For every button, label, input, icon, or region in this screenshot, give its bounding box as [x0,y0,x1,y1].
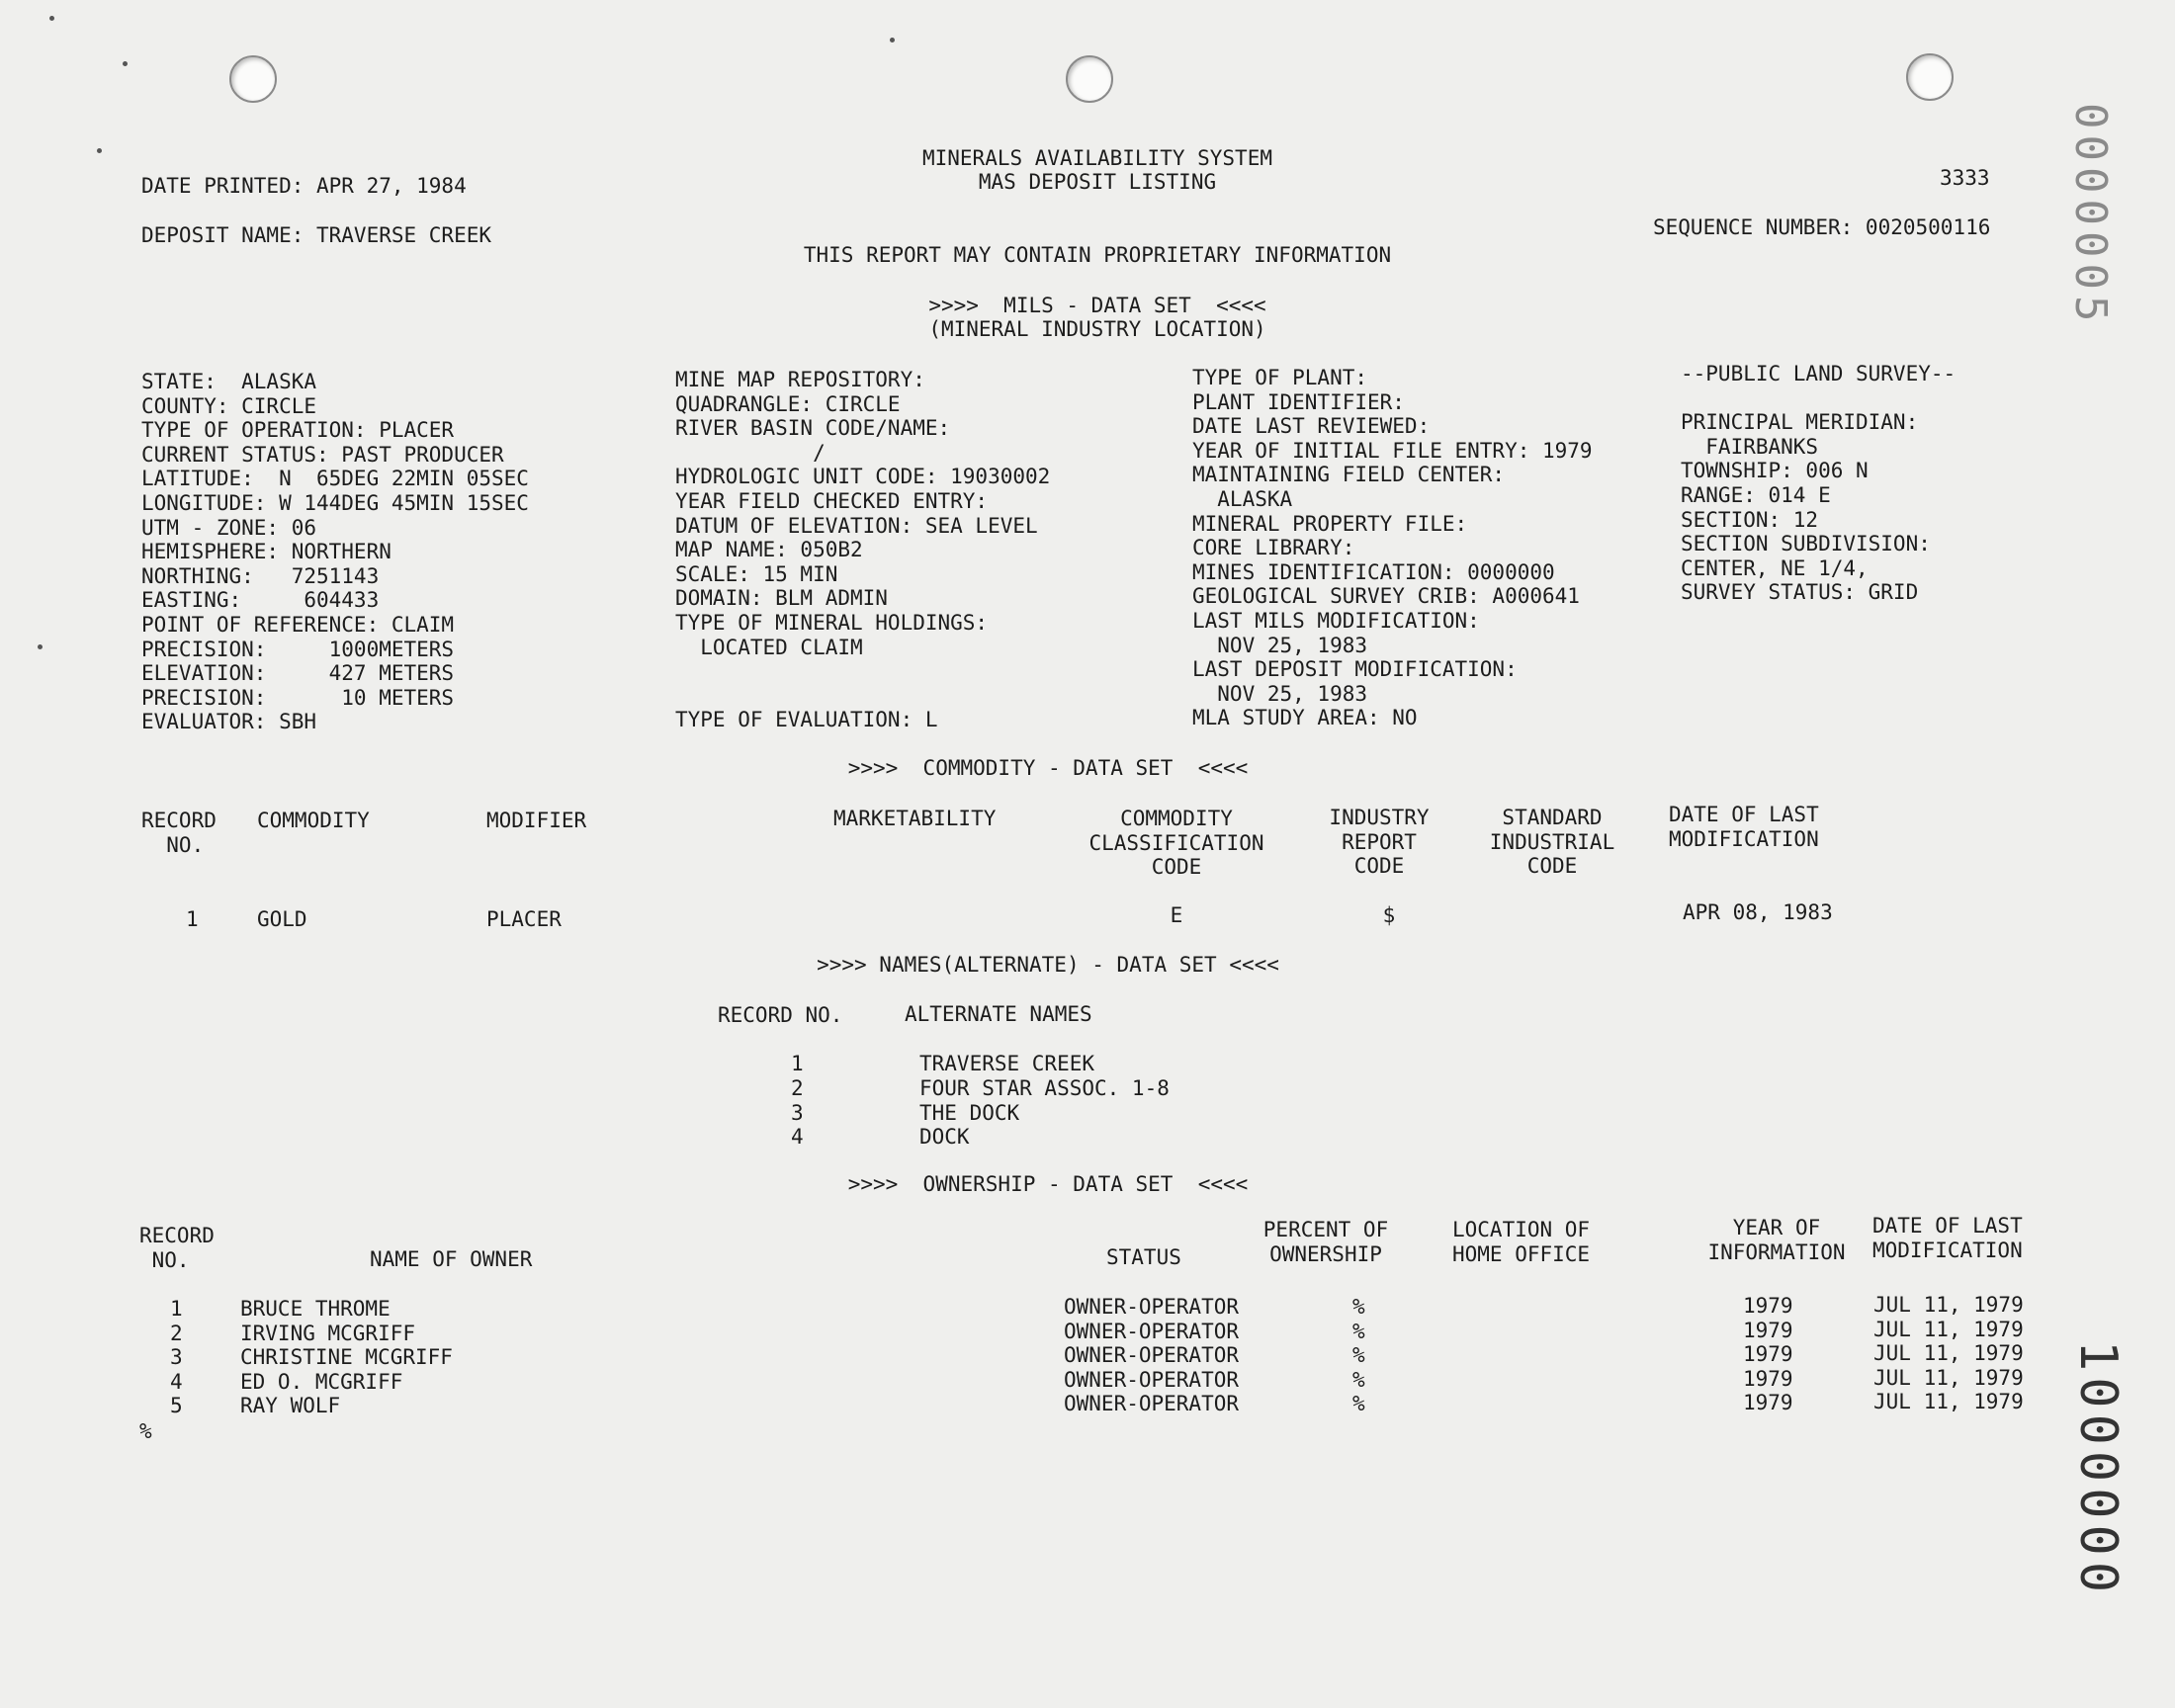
owner-modification-date: JUL 11, 1979 [1873,1341,2024,1366]
mils-field: LONGITUDE: W 144DEG 45MIN 15SEC [141,490,529,515]
owner-modification-date: JUL 11, 1979 [1873,1365,2024,1390]
ownership-header-year: YEAR OF INFORMATION [1707,1216,1846,1264]
commodity-modifier: PLACER [486,907,562,931]
mils-field: HEMISPHERE: NORTHERN [141,540,392,564]
mils-field [675,684,1050,709]
punch-hole-right [1906,53,1954,101]
mils-field: / [675,440,826,465]
owner-info-year: 1979 [1743,1366,1793,1391]
commodity-industry-code: $ [1382,903,1396,927]
owner-percent: % [1352,1295,1365,1319]
names-header-alternate: ALTERNATE NAMES [905,1002,1092,1026]
mils-field: EVALUATOR: SBH [141,710,317,734]
mils-field: --PUBLIC LAND SURVEY-- [1681,362,1957,385]
names-header-record: RECORD NO. [718,1003,843,1027]
mils-field: DOMAIN: BLM ADMIN [675,586,888,611]
commodity-heading: >>>> COMMODITY - DATA SET <<<< [847,756,1249,780]
punch-hole-left [229,55,277,103]
owner-record-no: 3 [170,1345,183,1370]
owner-info-year: 1979 [1743,1391,1793,1415]
mils-field: MAINTAINING FIELD CENTER: [1192,463,1506,487]
mils-field: NORTHING: 7251143 [141,563,380,588]
mils-field: TYPE OF MINERAL HOLDINGS: [675,610,989,635]
mils-field [1681,386,1956,411]
system-title: MINERALS AVAILABILITY SYSTEM [921,146,1272,170]
mils-heading: >>>> MILS - DATA SET <<<< [928,294,1266,317]
mils-field: TYPE OF PLANT: [1192,366,1368,389]
ownership-header-status: STATUS [1106,1245,1181,1269]
mils-field: RIVER BASIN CODE/NAME: [675,416,951,441]
owner-record-no: 2 [170,1321,183,1345]
mils-field: TOWNSHIP: 006 N [1681,459,1869,483]
commodity-header-modifier: MODIFIER [486,809,587,832]
owner-modification-date: JUL 11, 1979 [1873,1390,2024,1414]
mils-field: POINT OF REFERENCE: CLAIM [141,612,455,637]
mils-column-land-survey [1681,362,1956,605]
mils-field: SECTION: 12 [1681,507,1819,532]
mils-field: PRECISION: 10 METERS [141,685,455,710]
owner-record-no: 4 [170,1369,183,1394]
mils-field: LATITUDE: N 65DEG 22MIN 05SEC [141,467,529,491]
owner-info-year: 1979 [1743,1342,1793,1367]
owner-percent: % [1352,1392,1365,1416]
mils-field: NOV 25, 1983 [1192,633,1368,657]
commodity-name: GOLD [257,907,307,931]
listing-title: MAS DEPOSIT LISTING [978,170,1217,194]
mils-field: RANGE: 014 E [1681,482,1831,507]
owner-name: BRUCE THROME [240,1297,391,1321]
punch-hole-center [1066,55,1113,103]
alternate-name: DOCK [919,1125,970,1150]
mils-field: ALASKA [1192,486,1293,511]
mils-field: DATUM OF ELEVATION: SEA LEVEL [675,513,1038,538]
mils-field: MINES IDENTIFICATION: 0000000 [1192,559,1555,584]
ownership-header-percent: PERCENT OF OWNERSHIP [1262,1218,1389,1266]
mils-field: STATE: ALASKA [141,370,317,393]
mils-field: LAST MILS MODIFICATION: [1192,608,1480,633]
mils-field [675,659,1050,684]
commodity-header-standard: STANDARD INDUSTRIAL CODE [1489,806,1615,878]
owner-name: CHRISTINE MCGRIFF [240,1345,453,1370]
mils-field: MAP NAME: 050B2 [675,538,863,562]
speck [38,644,43,649]
ownership-header-record: RECORD NO. [139,1224,215,1272]
commodity-record-no: 1 [186,907,199,931]
owner-modification-date: JUL 11, 1979 [1873,1293,2024,1317]
owner-record-no: 1 [170,1297,183,1321]
mils-field: YEAR OF INITIAL FILE ENTRY: 1979 [1192,438,1593,463]
proprietary-notice: THIS REPORT MAY CONTAIN PROPRIETARY INFORMATION [803,243,1392,267]
names-heading: >>>> NAMES(ALTERNATE) - DATA SET <<<< [817,953,1279,977]
commodity-modification-date: APR 08, 1983 [1683,900,1833,924]
commodity-header-industry: INDUSTRY REPORT CODE [1329,806,1430,878]
ownership-footer: % [139,1419,152,1443]
owner-name: ED O. MCGRIFF [240,1369,403,1394]
owner-name: IRVING MCGRIFF [240,1321,416,1345]
owner-status: OWNER-OPERATOR [1064,1295,1240,1319]
mils-field: TYPE OF OPERATION: PLACER [141,418,455,443]
commodity-header-record: RECORD NO. [141,809,217,857]
alternate-name: THE DOCK [919,1100,1020,1125]
alternate-name-record-no: 4 [791,1125,804,1150]
mils-field: FAIRBANKS [1681,434,1819,459]
speck [123,61,128,66]
mils-field: GEOLOGICAL SURVEY CRIB: A000641 [1192,584,1580,609]
owner-status: OWNER-OPERATOR [1064,1319,1240,1343]
mils-field: LAST DEPOSIT MODIFICATION: [1192,657,1518,682]
owner-percent: % [1352,1319,1365,1343]
commodity-header-marketability: MARKETABILITY [833,807,997,830]
alternate-name: TRAVERSE CREEK [919,1052,1095,1075]
owner-status: OWNER-OPERATOR [1064,1392,1240,1416]
mils-field: SECTION SUBDIVISION: [1681,532,1931,556]
mils-field: TYPE OF EVALUATION: L [675,708,938,732]
ownership-header-date: DATE OF LAST MODIFICATION [1872,1214,2023,1262]
commodity-header-commodity: COMMODITY [257,809,370,832]
sequence-number: SEQUENCE NUMBER: 0020500116 [1653,215,1991,239]
owner-modification-date: JUL 11, 1979 [1873,1317,2024,1341]
mils-field: COUNTY: CIRCLE [141,393,317,418]
owner-info-year: 1979 [1743,1318,1793,1342]
speck [97,148,102,153]
mils-field: CURRENT STATUS: PAST PRODUCER [141,442,504,467]
mils-column-location [141,370,529,734]
owner-info-year: 1979 [1743,1294,1793,1318]
mils-field: QUADRANGLE: CIRCLE [675,391,901,416]
mils-field: MINE MAP REPOSITORY: [675,368,925,391]
date-printed: DATE PRINTED: APR 27, 1984 [141,174,467,198]
deposit-name: DEPOSIT NAME: TRAVERSE CREEK [141,223,492,247]
ownership-header-name: NAME OF OWNER [370,1247,533,1271]
speck [49,16,54,21]
owner-status: OWNER-OPERATOR [1064,1343,1240,1368]
mils-field: PRECISION: 1000METERS [141,637,455,661]
owner-percent: % [1352,1343,1365,1368]
alternate-name-record-no: 3 [791,1100,804,1125]
mils-field: SCALE: 15 MIN [675,561,838,586]
mils-field: NOV 25, 1983 [1192,681,1368,706]
mils-field: MINERAL PROPERTY FILE: [1192,511,1468,536]
mils-field: ELEVATION: 427 METERS [141,661,455,686]
commodity-header-date: DATE OF LAST MODIFICATION [1669,803,1819,851]
mils-field: EASTING: 604433 [141,588,380,613]
margin-stamp-bottom: 1000000 [2068,1340,2128,1599]
alternate-name-record-no: 2 [791,1075,804,1100]
page-code: 3333 [1940,166,1990,190]
speck [890,38,895,43]
alternate-name-record-no: 1 [791,1052,804,1075]
owner-name: RAY WOLF [240,1394,341,1418]
owner-percent: % [1352,1367,1365,1392]
mils-field: LOCATED CLAIM [675,635,863,659]
mils-field: MLA STUDY AREA: NO [1192,706,1418,730]
mils-column-administration [1192,366,1593,730]
margin-stamp-top: 0000005 [2065,103,2116,328]
mils-subheading: (MINERAL INDUSTRY LOCATION) [928,317,1266,341]
mils-field: DATE LAST REVIEWED: [1192,414,1431,439]
mils-field: PRINCIPAL MERIDIAN: [1681,410,1919,435]
owner-status: OWNER-OPERATOR [1064,1367,1240,1392]
mils-field: HYDROLOGIC UNIT CODE: 19030002 [675,465,1051,489]
mils-column-reference [675,368,1050,732]
ownership-header-location: LOCATION OF HOME OFFICE [1452,1218,1591,1266]
mils-field: YEAR FIELD CHECKED ENTRY: [675,488,989,513]
mils-field: UTM - ZONE: 06 [141,515,317,540]
ownership-heading: >>>> OWNERSHIP - DATA SET <<<< [847,1172,1249,1196]
mils-field: SURVEY STATUS: GRID [1681,580,1919,605]
mils-field: CORE LIBRARY: [1192,536,1355,560]
alternate-name: FOUR STAR ASSOC. 1-8 [919,1075,1170,1100]
commodity-header-classification: COMMODITY CLASSIFICATION CODE [1088,807,1264,879]
commodity-classification-code: E [1170,903,1183,927]
owner-record-no: 5 [170,1394,183,1418]
mils-field: CENTER, NE 1/4, [1681,555,1869,580]
mils-field: PLANT IDENTIFIER: [1192,389,1405,414]
